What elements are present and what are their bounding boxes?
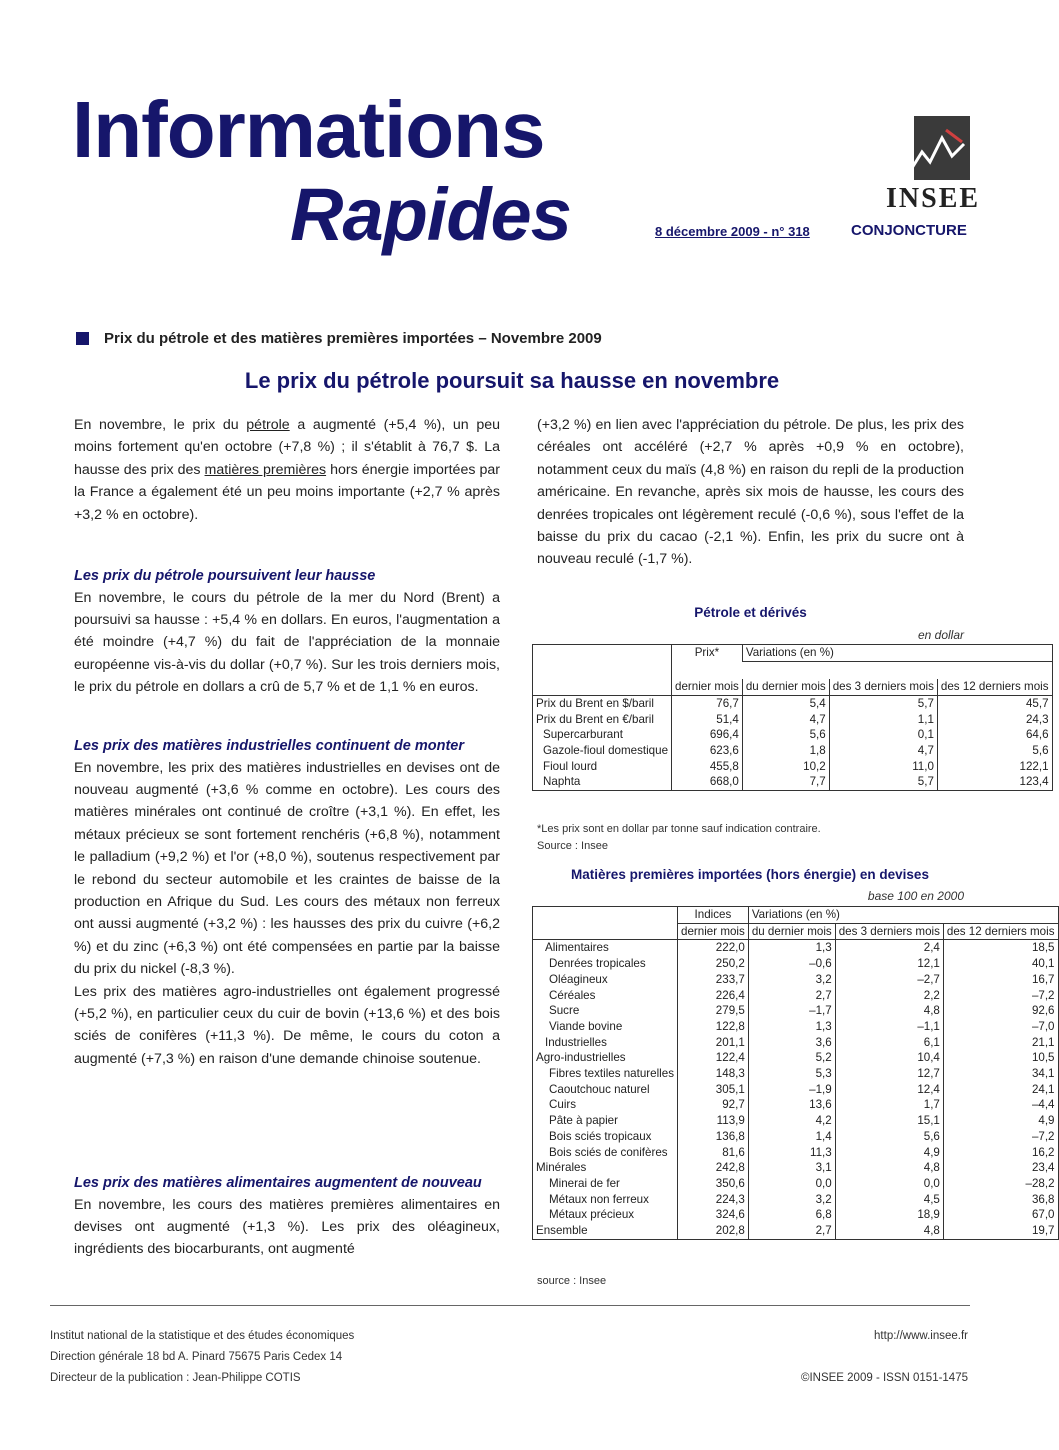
table2-row-value: –7,0 (943, 1019, 1058, 1035)
table2-row-label: Caoutchouc naturel (533, 1082, 678, 1098)
table2-row-value: 6,1 (835, 1035, 943, 1051)
table2-row-value: 279,5 (678, 1003, 749, 1019)
table2-row-value: 1,3 (748, 1019, 835, 1035)
paragraph-petrole: En novembre, le cours du pétrole de la mer du Nord (Brent) a poursuivi sa hausse : +5,4 % en dollars. En euros, l'augmentation a été moindre (+4,7 %) du fait de l'appréciation de la monnaie européenne vis-à-vis du dollar (+0,7 %). Sur les trois derniers mois, le prix du pétrole en dollars a crû de 5,7 % et de 1,1 % en euros. (74, 589, 500, 696)
section-alimentaires (74, 1173, 500, 1261)
table2-row-label: Métaux précieux (533, 1207, 678, 1223)
table2 (532, 906, 1059, 1240)
table1-row-value: 5,6 (742, 727, 829, 743)
table2-row-value: 233,7 (678, 972, 749, 988)
table2-row-value: 18,5 (943, 940, 1058, 956)
table2-row-value: 36,8 (943, 1192, 1058, 1208)
table1-row-value: 24,3 (937, 712, 1052, 728)
table2-row (533, 988, 1059, 1004)
table2-row-value: 2,7 (748, 988, 835, 1004)
section-industrielles (74, 736, 500, 1070)
table1-row (533, 695, 1053, 711)
table2-row-value: 350,6 (678, 1176, 749, 1192)
paragraph-industrielles-1: En novembre, les prix des matières industrielles en devises ont de nouveau augmenté (+3,6 % comme en octobre). Les cours des matières minérales ont continué de croître (+3,1 %). En effet, les métaux précieux se sont fortement renchéris (+6,8 %), notamment le palladium (+9,2 %) et l'or (+8,0 %), soutenus respectivement par le rebond du secteur automobile et les craintes de baisse de la production en Afrique du Sud. Les cours des métaux non ferreux ont aussi augmenté (+3,2 %) : les hausses des prix du cuivre (+6,2 %) et du zinc (+6,3 %) ont été compensées en partie par la baisse du prix du nickel (-8,3 %). (74, 759, 500, 978)
table2-row-value: 1,7 (835, 1097, 943, 1113)
table2-row-value: 16,7 (943, 972, 1058, 988)
table2-row-value: –7,2 (943, 1129, 1058, 1145)
footer-url[interactable]: http://www.insee.fr (874, 1330, 968, 1342)
table2-row-value: 2,2 (835, 988, 943, 1004)
table1-price-header: Prix* (672, 645, 743, 662)
table2-row-value: 4,2 (748, 1113, 835, 1129)
table2-row (533, 1097, 1059, 1113)
table2-row-value: 148,3 (678, 1066, 749, 1082)
table1-source: Source : Insee (537, 840, 608, 852)
table2-row-value: 11,3 (748, 1145, 835, 1161)
table2-row-label: Viande bovine (533, 1019, 678, 1035)
table2-row-value: 0,0 (835, 1176, 943, 1192)
table2-row (533, 1207, 1059, 1223)
table1-row-label: Naphta (533, 774, 672, 790)
table2-row-value: 4,8 (835, 1003, 943, 1019)
table2-row-value: 201,1 (678, 1035, 749, 1051)
table2-row-value: 92,7 (678, 1097, 749, 1113)
paragraph-alimentaires-right: (+3,2 %) en lien avec l'appréciation du pétrole. De plus, les prix des céréales ont accéléré (+2,7 % après +0,9 % en octobre), notamment ceux du maïs (4,8 %) en raison du repli de la production américaine. En revanche, après six mois de hausse, les cours des denrées tropicales ont légèrement reculé (-0,6 %), sous l'effet de la baisse du prix du cacao (-2,1 %). Enfin, les prix du sucre ont à nouveau reculé (-1,7 %). (537, 417, 964, 568)
subheading-industrielles: Les prix des matières industrielles continuent de monter (74, 738, 464, 754)
table1-col-header: du dernier mois (742, 679, 829, 695)
table2-row-label: Bois sciés tropicaux (533, 1129, 678, 1145)
table2-row-value: 2,4 (835, 940, 943, 956)
table2-row-label: Métaux non ferreux (533, 1192, 678, 1208)
table2-row-label: Cuirs (533, 1097, 678, 1113)
table2-row (533, 1192, 1059, 1208)
table2-row (533, 940, 1059, 956)
table1-row (533, 774, 1053, 790)
table2-row-value: –1,1 (835, 1019, 943, 1035)
table2-row-label: Pâte à papier (533, 1113, 678, 1129)
masthead-title-line1: Informations (72, 85, 545, 174)
table1-row-value: 51,4 (672, 712, 743, 728)
issue-date-number: 8 décembre 2009 - n° 318 (655, 224, 810, 239)
table1-title: Pétrole et dérivés (694, 605, 807, 620)
table2-row-value: 12,7 (835, 1066, 943, 1082)
table2-row-value: 5,2 (748, 1050, 835, 1066)
table2-row-value: –1,7 (748, 1003, 835, 1019)
table2-row (533, 1082, 1059, 1098)
table2-row-value: 67,0 (943, 1207, 1058, 1223)
table2-row-value: 250,2 (678, 956, 749, 972)
table1-row-label: Supercarburant (533, 727, 672, 743)
insee-logo-text: INSEE (886, 183, 981, 214)
table1-row-value: 64,6 (937, 727, 1052, 743)
table1-row-value: 4,7 (742, 712, 829, 728)
table1-row-value: 5,4 (742, 695, 829, 711)
table2-row (533, 972, 1059, 988)
table2-row-value: 21,1 (943, 1035, 1058, 1051)
section-petrole (74, 566, 500, 699)
table1-row-value: 696,4 (672, 727, 743, 743)
table1 (532, 644, 1053, 791)
table1-col-header: dernier mois (672, 679, 743, 695)
table2-row-value: 242,8 (678, 1160, 749, 1176)
table2-col-header: des 3 derniers mois (835, 923, 943, 940)
subheading-petrole: Les prix du pétrole poursuivent leur hausse (74, 568, 376, 584)
section-square-icon (76, 332, 89, 345)
paragraph-industrielles-2: Les prix des matières agro-industrielles ont également progressé (+5,2 %), en particulier ceux du cuir de bovin (+13,6 %) et des bois sciés de conifères (+11,3 %). De même, le cours du coton a augmenté (+7,3 %) en raison d'une demande chinoise soutenue. (74, 983, 500, 1067)
table2-row-value: 3,2 (748, 1192, 835, 1208)
table1-row-label: Gazole-fioul domestique (533, 743, 672, 759)
table2-row-value: 23,4 (943, 1160, 1058, 1176)
table2-col-header: dernier mois (678, 923, 749, 940)
table2-row (533, 1145, 1059, 1161)
table2-row (533, 1176, 1059, 1192)
table2-row-value: –4,4 (943, 1097, 1058, 1113)
table2-row-value: –1,9 (748, 1082, 835, 1098)
table2-row-value: 12,1 (835, 956, 943, 972)
table2-row (533, 1050, 1059, 1066)
table2-row-value: 5,6 (835, 1129, 943, 1145)
table2-row (533, 1129, 1059, 1145)
table2-row-value: 4,8 (835, 1160, 943, 1176)
link-petrole[interactable]: pétrole (246, 417, 290, 433)
table1-row-value: 1,8 (742, 743, 829, 759)
table1-row-value: 5,6 (937, 743, 1052, 759)
table2-row-value: 0,0 (748, 1176, 835, 1192)
table2-row-value: 3,2 (748, 972, 835, 988)
table2-row-value: 226,4 (678, 988, 749, 1004)
table1-row (533, 759, 1053, 775)
table2-row (533, 1066, 1059, 1082)
paragraph-alimentaires-left: En novembre, les cours des matières premières alimentaires en devises ont augmenté (+1,3 %). Les prix des oléagineux, ingrédients des biocarburants, ont augmenté (74, 1196, 500, 1258)
table2-row-value: 5,3 (748, 1066, 835, 1082)
table2-row-value: 122,8 (678, 1019, 749, 1035)
table1-col-header: des 3 derniers mois (829, 679, 937, 695)
table2-row-value: 24,1 (943, 1082, 1058, 1098)
table2-row-value: –2,7 (835, 972, 943, 988)
table2-row-value: 18,9 (835, 1207, 943, 1223)
table1-row-value: 5,7 (829, 695, 937, 711)
table2-row-value: 4,5 (835, 1192, 943, 1208)
table2-unit: base 100 en 2000 (867, 889, 964, 903)
table1-variation-header: Variations (en %) (742, 645, 1052, 662)
table1-row-value: 76,7 (672, 695, 743, 711)
footer-copyright: ©INSEE 2009 - ISSN 0151-1475 (800, 1372, 968, 1384)
table2-row-label: Céréales (533, 988, 678, 1004)
table1-row-value: 1,1 (829, 712, 937, 728)
table2-row-value: 40,1 (943, 956, 1058, 972)
table2-row (533, 956, 1059, 972)
table2-row-value: 1,4 (748, 1129, 835, 1145)
table2-row (533, 1003, 1059, 1019)
table2-row-label: Fibres textiles naturelles (533, 1066, 678, 1082)
table2-row-value: 10,5 (943, 1050, 1058, 1066)
insee-logo-icon (912, 116, 970, 180)
table2-row-label: Agro-industrielles (533, 1050, 678, 1066)
table2-row-value: 113,9 (678, 1113, 749, 1129)
table2-row-value: 12,4 (835, 1082, 943, 1098)
table1-row-value: 5,7 (829, 774, 937, 790)
table2-index-header: Indices (678, 907, 749, 924)
table1-row-value: 45,7 (937, 695, 1052, 711)
table2-variation-header: Variations (en %) (748, 907, 1058, 924)
table1-row (533, 743, 1053, 759)
table2-row-value: 19,7 (943, 1223, 1058, 1239)
table2-row-value: 6,8 (748, 1207, 835, 1223)
table1-unit: en dollar (917, 628, 964, 642)
table1-row (533, 727, 1053, 743)
table2-row-value: 122,4 (678, 1050, 749, 1066)
table1-row-value: 123,4 (937, 774, 1052, 790)
table2-row-label: Minérales (533, 1160, 678, 1176)
table2-row-value: 4,8 (835, 1223, 943, 1239)
table1-row-value: 455,8 (672, 759, 743, 775)
table2-row (533, 1113, 1059, 1129)
rubric-label: CONJONCTURE (851, 222, 967, 239)
table1-col-header: des 12 derniers mois (937, 679, 1052, 695)
footer-divider (50, 1305, 970, 1306)
table2-row-value: –7,2 (943, 988, 1058, 1004)
table1-row-value: 11,0 (829, 759, 937, 775)
table1-row-value: 10,2 (742, 759, 829, 775)
table2-row-value: 224,3 (678, 1192, 749, 1208)
link-matieres-premieres[interactable]: matières premières (204, 461, 327, 478)
table2-row-value: 3,1 (748, 1160, 835, 1176)
table2-col-header: du dernier mois (748, 923, 835, 940)
table2-row-value: 305,1 (678, 1082, 749, 1098)
table1-row-value: 7,7 (742, 774, 829, 790)
footer-line3: Directeur de la publication : Jean-Philippe COTIS (50, 1372, 301, 1384)
intro-paragraph: En novembre, le prix du pétrole a augmenté (+5,4 %), un peu moins fortement qu'en octobre (+7,8 %) ; il s'établit à 76,7 $. La hausse des prix des matières premières hors énergie importées par la France a également été un peu moins importante (+2,7 % après +3,2 % en octobre). (74, 417, 501, 523)
table1-row-label: Prix du Brent en $/baril (533, 695, 672, 711)
table2-row-label: Bois sciés de conifères (533, 1145, 678, 1161)
table2-row-value: 15,1 (835, 1113, 943, 1129)
table2-row-value: 136,8 (678, 1129, 749, 1145)
table2-row-value: –0,6 (748, 956, 835, 972)
table1-row-value: 668,0 (672, 774, 743, 790)
table2-row-value: 202,8 (678, 1223, 749, 1239)
table2-row-value: 81,6 (678, 1145, 749, 1161)
table2-row-label: Oléagineux (533, 972, 678, 988)
footer-line2: Direction générale 18 bd A. Pinard 75675 Paris Cedex 14 (50, 1351, 343, 1363)
table2-row (533, 1160, 1059, 1176)
table2-row-label: Minerai de fer (533, 1176, 678, 1192)
table2-row-value: 324,6 (678, 1207, 749, 1223)
section-title: Prix du pétrole et des matières premières importées – Novembre 2009 (104, 330, 602, 347)
table2-row-value: 4,9 (943, 1113, 1058, 1129)
footer-line1: Institut national de la statistique et des études économiques (50, 1330, 355, 1342)
table2-row-value: 2,7 (748, 1223, 835, 1239)
table2-row-value: 92,6 (943, 1003, 1058, 1019)
table1-row-value: 623,6 (672, 743, 743, 759)
subheading-alimentaires: Les prix des matières alimentaires augmentent de nouveau (74, 1175, 482, 1191)
table2-row-label: Industrielles (533, 1035, 678, 1051)
table2-row (533, 1223, 1059, 1239)
table2-row-value: 10,4 (835, 1050, 943, 1066)
table2-source: source : Insee (537, 1275, 607, 1287)
table2-row-label: Denrées tropicales (533, 956, 678, 972)
table2-row-value: 4,9 (835, 1145, 943, 1161)
table2-row (533, 1019, 1059, 1035)
table2-row (533, 1035, 1059, 1051)
table2-row-label: Sucre (533, 1003, 678, 1019)
table2-row-value: 34,1 (943, 1066, 1058, 1082)
table2-row-value: 3,6 (748, 1035, 835, 1051)
table2-row-label: Alimentaires (533, 940, 678, 956)
table2-row-label: Ensemble (533, 1223, 678, 1239)
table2-row-value: 13,6 (748, 1097, 835, 1113)
table1-row (533, 712, 1053, 728)
table2-row-value: 1,3 (748, 940, 835, 956)
table1-row-value: 122,1 (937, 759, 1052, 775)
masthead-title-line2: Rapides (290, 173, 571, 256)
table2-row-value: –28,2 (943, 1176, 1058, 1192)
table2-row-value: 222,0 (678, 940, 749, 956)
table1-row-label: Prix du Brent en €/baril (533, 712, 672, 728)
footer-institution (50, 1326, 354, 1389)
table1-row-label: Fioul lourd (533, 759, 672, 775)
table2-col-header: des 12 derniers mois (943, 923, 1058, 940)
table1-footnote: *Les prix sont en dollar par tonne sauf indication contraire. (537, 823, 821, 835)
table1-row-value: 0,1 (829, 727, 937, 743)
headline: Le prix du pétrole poursuit sa hausse en novembre (244, 368, 780, 393)
table2-title: Matières premières importées (hors énergie) en devises (571, 867, 929, 882)
table1-row-value: 4,7 (829, 743, 937, 759)
table2-row-value: 16,2 (943, 1145, 1058, 1161)
